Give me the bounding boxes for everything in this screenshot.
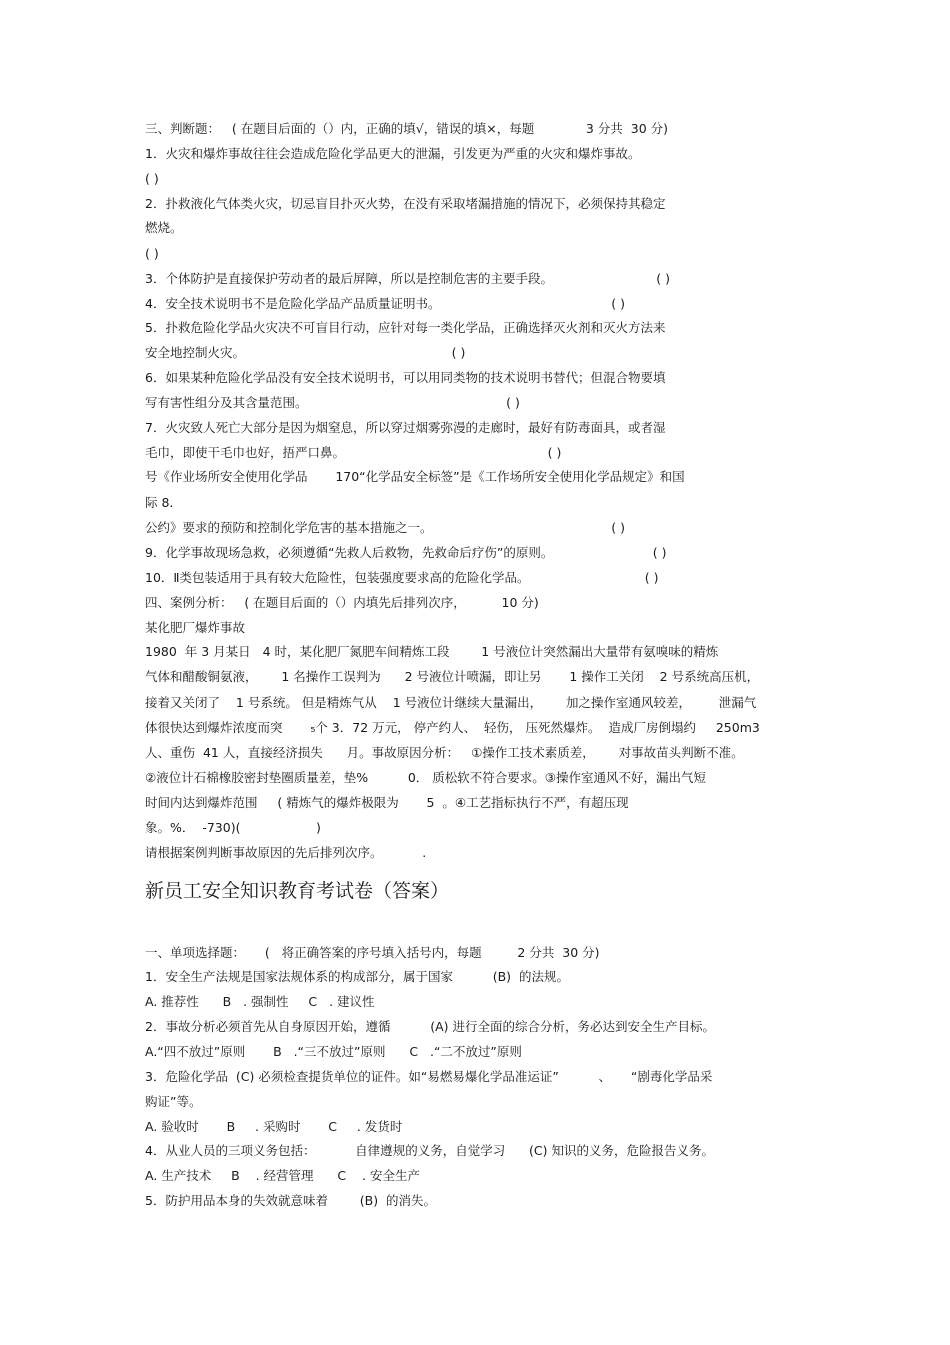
judgment-line: 写有害性组分及其含量范围。 ( ) (145, 395, 520, 410)
judgment-line: ( ) (145, 171, 159, 186)
section-3-header: 三、判断题： ( 在题目后面的（）内，正确的填√，错误的填×，每题 3 分共 30 分) (145, 121, 668, 136)
case-line: 气体和醋酸铜氨液， 1 名操作工误判为 2 号液位计喷漏，即让另 1 操作工关闭 2 号系统高压机， (145, 669, 760, 684)
choice-line: A. 生产技术 B . 经营管理 C . 安全生产 (145, 1168, 420, 1183)
judgment-line: 5．扑救危险化学品火灾决不可盲目行动，应针对每一类化学品，正确选择灭火剂和灭火方法来 (145, 320, 666, 335)
case-line: 象。%． -730)( ) (145, 820, 321, 835)
judgment-line: 6．如果某种危险化学品没有安全技术说明书，可以用同类物的技术说明书替代；但混合物要填 (145, 370, 666, 385)
judgment-line: 7．火灾致人死亡大部分是因为烟窒息，所以穿过烟雾弥漫的走廊时，最好有防毒面具，或者湿 (145, 420, 666, 435)
judgment-line: 9．化学事故现场急救，必须遵循“先救人后救物，先救命后疗伤”的原则。 ( ) (145, 545, 667, 560)
judgment-line: 公约》要求的预防和控制化学危害的基本措施之一。 ( ) (145, 520, 626, 535)
answer-title: 新员工安全知识教育考试卷（答案） (145, 880, 450, 902)
choice-line: 2．事故分析必须首先从自身原因开始，遵循 (A) 进行全面的综合分析，务必达到安全生产目标。 (145, 1019, 715, 1034)
judgment-line: 2．扑救液化气体类火灾，切忌盲目扑灭火势，在没有采取堵漏措施的情况下，必须保持其稳定 (145, 196, 666, 211)
judgment-line: 1．火灾和爆炸事故往往会造成危险化学品更大的泄漏，引发更为严重的火灾和爆炸事故。 (145, 146, 641, 161)
section-4-header: 四、案例分析： ( 在题目后面的（）内填先后排列次序， 10 分) (145, 595, 539, 610)
choice-line: 购证”等。 (145, 1094, 202, 1109)
case-line: ②液位计石棉橡胶密封垫圈质量差，垫% 0． 质松软不符合要求。③操作室通风不好，漏出气短 (145, 770, 706, 785)
choice-line: 5．防护用品本身的失效就意味着 (B) 的消失。 (145, 1193, 437, 1208)
choice-line: 1．安全生产法规是国家法规体系的构成部分，属于国家 (B) 的法规。 (145, 969, 569, 984)
case-line: 体很快达到爆炸浓度而突 ₅个 3．72 万元， 停产约人、 轻伤， 压死然爆炸。 造成厂房倒塌约 250m3 (145, 720, 760, 735)
case-line: 1980 年 3 月某日 4 时，某化肥厂氮肥车间精炼工段 1 号液位计突然漏出大量带有氨嗅味的精炼 (145, 644, 719, 659)
choice-line: 3．危险化学品 (C) 必须检查提货单位的证件。如“易燃易爆化学品准运证” 、 “剧毒化学品采 (145, 1069, 713, 1084)
case-line: 人、重伤 41 人，直接经济损失 月。事故原因分析： ①操作工技术素质差， 对事故苗头判断不准。 (145, 745, 744, 760)
section-1-header: 一、单项选择题： ( 将正确答案的序号填入括号内，每题 2 分共 30 分) (145, 945, 600, 960)
case-line: 接着又关闭了 1 号系统。 但是精炼气从 1 号液位计继续大量漏出， 加之操作室通风较差， 泄漏气 (145, 695, 757, 710)
judgment-line: 际 8. (145, 495, 174, 510)
case-line: 时间内达到爆炸范围 ( 精炼气的爆炸极限为 5 。④工艺指标执行不严，有超压现 (145, 795, 629, 810)
case-line: 某化肥厂爆炸事故 (145, 620, 246, 635)
choice-line: 4．从业人员的三项义务包括： 自律遵规的义务，自觉学习 (C) 知识的义务，危险报告义务。 (145, 1143, 714, 1158)
judgment-line: 号《作业场所安全使用化学品 170“化学品安全标签”是《工作场所安全使用化学品规定》和国 (145, 469, 685, 484)
case-line: 请根据案例判断事故原因的先后排列次序。 . (145, 845, 427, 860)
judgment-line: 10．Ⅱ类包装适用于具有较大危险性，包装强度要求高的危险化学品。 ( ) (145, 570, 659, 585)
judgment-line: 燃烧。 (145, 220, 183, 235)
judgment-line: 安全地控制火灾。 ( ) (145, 345, 466, 360)
judgment-line: 4．安全技术说明书不是危险化学品产品质量证明书。 ( ) (145, 296, 626, 311)
choice-line: A. 验收时 B . 采购时 C . 发货时 (145, 1119, 403, 1134)
choice-line: A.“四不放过”原则 B .“三不放过”原则 C .“二不放过”原则 (145, 1044, 522, 1059)
judgment-line: 毛巾，即使干毛巾也好，捂严口鼻。 ( ) (145, 445, 562, 460)
judgment-line: 3．个体防护是直接保护劳动者的最后屏障，所以是控制危害的主要手段。 ( ) (145, 271, 670, 286)
choice-line: A. 推荐性 B . 强制性 C . 建议性 (145, 994, 375, 1009)
judgment-line: ( ) (145, 246, 159, 261)
